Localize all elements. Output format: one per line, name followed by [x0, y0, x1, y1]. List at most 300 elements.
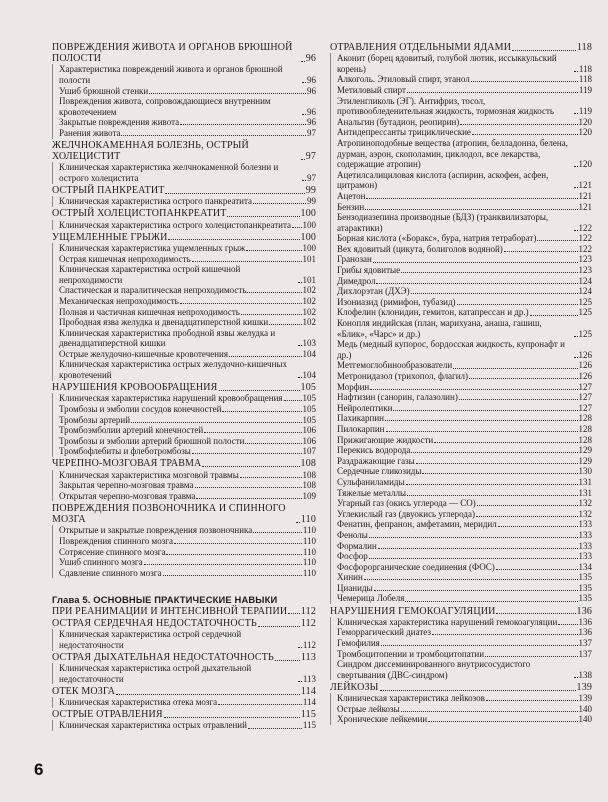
- toc-entry-title: Прижигающие жидкости: [337, 434, 434, 445]
- toc-subentry: [330, 530, 592, 541]
- toc-subentry: [330, 593, 592, 604]
- toc-page-number: 110: [302, 535, 316, 546]
- toc-entry-title: Этиленгликоль (ЭГ). Антифриз, тосол, противообледенительная жидкость, тормозная жидкость: [337, 95, 554, 117]
- toc-page-number: 125: [578, 328, 592, 339]
- toc-page-number: 102: [302, 317, 316, 328]
- toc-page-number: 133: [578, 551, 592, 562]
- toc-page-number: 139: [578, 693, 592, 704]
- dot-leader: [253, 532, 302, 533]
- toc-section-heading: [52, 232, 316, 243]
- dot-leader: [370, 389, 577, 390]
- toc-section-heading: [52, 382, 316, 393]
- toc-entry-title: Аконит (борец ядовитый, голубой лютик, иссыккульский корень): [337, 53, 557, 74]
- toc-subentry: [330, 714, 592, 725]
- toc-entry-title: Ранения живота: [59, 127, 121, 138]
- dot-leader: [218, 704, 302, 705]
- toc-subentry: [330, 138, 592, 170]
- toc-subentry: [330, 276, 592, 287]
- toc-subentry: [52, 359, 316, 380]
- toc-page-number: 125: [578, 296, 592, 307]
- toc-page-number: 135: [578, 582, 592, 593]
- toc-section-heading: [52, 458, 316, 469]
- dot-leader: [401, 272, 577, 273]
- toc-subentry: [330, 339, 592, 360]
- toc-page-number: 123: [578, 254, 592, 265]
- toc-entry-title: ОТРАВЛЕНИЯ ОТДЕЛЬНЫМИ ЯДАМИ: [330, 42, 512, 53]
- toc-entry-title: Вех ядовитый (цикута, болиголов водяной): [337, 243, 503, 254]
- toc-page-number: 97: [305, 151, 316, 163]
- toc-page-number: 106: [302, 435, 316, 446]
- toc-entry-title: Острые лейкозы: [337, 703, 400, 714]
- toc-entry-title: Дихлорэтан (ДХЭ): [337, 286, 410, 297]
- toc-page-number: 121: [578, 201, 592, 212]
- dot-leader: [253, 203, 306, 204]
- dot-leader: [168, 239, 299, 240]
- toc-page-number: 108: [302, 469, 316, 480]
- toc-page-number: 102: [302, 306, 316, 317]
- toc-subentry: [52, 307, 316, 318]
- toc-page-number: 96: [307, 117, 316, 128]
- toc-page-number: 132: [578, 498, 592, 509]
- toc-entry-title: Алкоголь. Этиловый спирт, этанол: [337, 74, 470, 85]
- toc-entry-title: Прободная язва желудка и двенадцатиперстной кишки: [59, 317, 269, 328]
- toc-page-number: 129: [578, 445, 592, 456]
- toc-subentry: [52, 491, 316, 502]
- toc-page-number: 110: [302, 546, 316, 557]
- toc-page-number: 114: [300, 685, 316, 697]
- toc-page-number: 100: [302, 219, 316, 230]
- toc-page-number: 112: [302, 640, 316, 650]
- toc-page-number: 127: [578, 402, 592, 413]
- toc-subentry: [330, 318, 592, 339]
- toc-entry-title: Спастическая и паралитическая непроходимость: [59, 285, 247, 296]
- toc-entry-title: Тромбофлебиты и флеботромбозы: [59, 446, 191, 457]
- toc-subentry: [330, 382, 592, 393]
- toc-entry-title: НАРУШЕНИЯ КРОВООБРАЩЕНИЯ: [52, 382, 218, 394]
- dot-leader: [504, 251, 578, 252]
- dot-leader: [574, 336, 578, 337]
- toc-subentry: [330, 659, 592, 680]
- toc-page-number: 104: [302, 370, 316, 381]
- dot-leader: [574, 677, 578, 678]
- dot-leader: [453, 368, 577, 369]
- toc-entry-title: Пахикарпин: [337, 413, 384, 424]
- toc-entry-title: Сдавление спинного мозга: [59, 567, 162, 578]
- toc-page-number: 127: [578, 392, 592, 403]
- dot-leader: [457, 304, 578, 305]
- toc-subentry: [52, 568, 316, 579]
- toc-page-number: 108: [302, 480, 316, 491]
- toc-subentry: [330, 562, 592, 573]
- toc-page-number: 97: [307, 173, 316, 184]
- dot-leader: [496, 569, 578, 570]
- toc-subentry: [330, 583, 592, 594]
- toc-page-number: 121: [578, 180, 592, 191]
- toc-page-number: 140: [578, 703, 592, 714]
- toc-page-number: 112: [300, 618, 316, 630]
- toc-subentry: [330, 244, 592, 255]
- toc-page-number: 97: [307, 127, 316, 138]
- dot-leader: [574, 113, 578, 114]
- toc-subentry: [330, 307, 592, 318]
- toc-entry-title: Сердечные гликозиды: [337, 466, 422, 477]
- toc-entry-title: Клиническая характеристика нарушений гемокоагуляции: [337, 616, 558, 627]
- toc-page-number: 133: [578, 540, 592, 551]
- dot-leader: [558, 624, 577, 625]
- dot-leader: [246, 250, 301, 251]
- toc-page-number: 120: [578, 159, 592, 170]
- toc-entry-title: Формалин: [337, 540, 377, 551]
- toc-page-number: 99: [307, 196, 316, 207]
- toc-entry-title: Клофелин (клонидин, гемитон, катапрессан и др.): [337, 307, 529, 318]
- toc-page-number: 134: [578, 561, 592, 572]
- toc-subentry: [330, 519, 592, 530]
- toc-entry-title: Клиническая характеристика острого холецистопанкреатита: [59, 219, 291, 230]
- toc-subentry: [330, 117, 592, 128]
- toc-page-number: 114: [302, 697, 316, 708]
- toc-page-number: 96: [307, 75, 316, 85]
- toc-subentry: [52, 128, 316, 139]
- toc-entry-title: Пилокарпин: [337, 423, 385, 434]
- dot-leader: [301, 159, 305, 160]
- toc-list-left: [52, 42, 316, 731]
- toc-page-number: 135: [578, 593, 592, 604]
- dot-leader: [434, 442, 577, 443]
- toc-entry-title: ОСТРАЯ СЕРДЕЧНАЯ НЕДОСТАТОЧНОСТЬ: [52, 618, 257, 630]
- toc-page-number: 101: [302, 274, 316, 285]
- toc-entry-title: Метиловый спирт: [337, 84, 406, 95]
- toc-subentry: [330, 233, 592, 244]
- toc-subentry: [330, 170, 592, 191]
- toc-page-number: 128: [578, 423, 592, 434]
- toc-subentry: [52, 196, 316, 207]
- dot-leader: [180, 303, 302, 304]
- toc-entry-title: Гранозан: [337, 254, 372, 265]
- toc-subentry: [52, 480, 316, 491]
- toc-entry-title: Грибы ядовитые: [337, 265, 401, 276]
- toc-entry-title: Клиническая характеристика острой сердечной недостаточности: [59, 629, 242, 650]
- toc-section-heading: [330, 42, 592, 53]
- dot-leader: [406, 484, 578, 485]
- toc-subentry: [52, 536, 316, 547]
- toc-entry-title: Анальгин (бутадион, реопирин): [337, 116, 460, 127]
- toc-subentry: [52, 86, 316, 97]
- dot-leader: [385, 420, 578, 421]
- toc-page-number: 124: [578, 286, 592, 297]
- toc-entry-title: Клиническая характеристика ущемленных грыж: [59, 242, 246, 253]
- toc-section-heading: [52, 140, 316, 162]
- toc-entry-title: Нейролептики: [337, 402, 393, 413]
- toc-subentry: [52, 470, 316, 481]
- toc-subentry: [52, 393, 316, 404]
- toc-page-number: 136: [578, 627, 592, 638]
- dot-leader: [227, 216, 299, 217]
- toc-entry-title: Угарный газ (окись углерода — CO): [337, 498, 476, 509]
- toc-page-number: 96: [307, 85, 316, 96]
- toc-entry-title: Клиническая характеристика острых отравлений: [59, 720, 247, 731]
- toc-entry-title: Метронидазол (трихопол, флагил): [337, 371, 469, 382]
- toc-section-heading: [52, 709, 316, 720]
- dot-leader: [302, 180, 306, 181]
- dot-leader: [144, 564, 302, 565]
- toc-page-number: 133: [578, 519, 592, 530]
- dot-leader: [537, 240, 577, 241]
- toc-page-number: 131: [578, 476, 592, 487]
- dot-leader: [381, 645, 578, 646]
- toc-entry-title: Клиническая характеристика острой кишечной непроходимости: [59, 264, 241, 285]
- dot-leader: [401, 711, 578, 712]
- toc-entry-title: ПОВРЕЖДЕНИЯ ЖИВОТА И ОРГАНОВ БРЮШНОЙ ПОЛОСТИ: [52, 42, 293, 65]
- toc-subentry: [330, 435, 592, 446]
- toc-page-number: 102: [302, 285, 316, 296]
- dot-leader: [393, 410, 577, 411]
- dot-leader: [422, 473, 577, 474]
- toc-entry-title: Антидепрессанты трициклические: [337, 127, 471, 138]
- toc-entry-title: ЧЕРЕПНО-МОЗГОВАЯ ТРАВМА: [52, 458, 202, 470]
- toc-subentry: [330, 704, 592, 715]
- dot-leader: [373, 262, 578, 263]
- dot-leader: [498, 526, 578, 527]
- toc-subentry: [330, 413, 592, 424]
- toc-entry-title: Открытая черепно-мозговая травма: [59, 490, 196, 501]
- toc-subentry: [330, 85, 592, 96]
- toc-page-number: 106: [302, 425, 316, 436]
- toc-entry-title: Механическая непроходимость: [59, 295, 179, 306]
- toc-subentry: [330, 445, 592, 456]
- toc-subentry: [52, 296, 316, 307]
- toc-page-number: 140: [578, 714, 592, 725]
- dot-leader: [163, 575, 302, 576]
- toc-page-number: 115: [300, 709, 316, 721]
- toc-page-number: 127: [578, 381, 592, 392]
- dot-leader: [298, 282, 302, 283]
- toc-section-heading: [52, 618, 316, 629]
- dot-leader: [248, 728, 302, 729]
- toc-section-heading: [52, 42, 316, 64]
- toc-entry-title: Повреждения живота, сопровождающиеся внутренним кровотечением: [59, 96, 271, 117]
- dot-leader: [292, 227, 302, 228]
- toc-page-number: 128: [578, 413, 592, 424]
- toc-page-number: 109: [302, 490, 316, 501]
- dot-leader: [574, 187, 578, 188]
- toc-entry-title: Фосфорорганические соединения (ФОС): [337, 561, 495, 572]
- toc-page-number: 120: [578, 116, 592, 127]
- toc-entry-title: Ацетилсалициловая кислота (аспирин, аскофен, асфен, цитрамон): [337, 169, 549, 191]
- toc-entry-title: ОТЕК МОЗГА: [52, 685, 116, 697]
- toc-page-number: 131: [578, 487, 592, 498]
- toc-subentry: [52, 557, 316, 568]
- toc-subentry: [52, 720, 316, 731]
- dot-leader: [369, 558, 578, 559]
- toc-page-number: 105: [302, 414, 316, 425]
- toc-section-heading: [52, 652, 316, 663]
- toc-entry-title: Закрытые повреждения живота: [59, 117, 180, 128]
- toc-entry-title: Тромбоэмболии артерий конечностей: [59, 425, 204, 436]
- toc-subentry: [52, 64, 316, 85]
- toc-entry-title: УЩЕМЛЕННЫЕ ГРЫЖИ: [52, 231, 168, 243]
- toc-entry-title: Перекись водорода: [337, 445, 411, 456]
- toc-entry-title: Клиническая характеристика отека мозга: [59, 697, 218, 708]
- toc-subentry: [52, 285, 316, 296]
- toc-subentry: [330, 541, 592, 552]
- toc-entry-title: Метгемоглобинообразователи: [337, 360, 453, 371]
- dot-leader: [380, 690, 576, 691]
- toc-entry-title: Клиническая характеристика острого панкреатита: [59, 196, 253, 207]
- toc-page-number: 100: [300, 231, 316, 243]
- toc-page-number: 118: [578, 74, 592, 85]
- toc-subentry: [330, 498, 592, 509]
- toc-subentry: [330, 693, 592, 704]
- toc-subentry: [52, 547, 316, 558]
- dot-leader: [378, 548, 578, 549]
- toc-subentry: [52, 446, 316, 457]
- toc-entry-title: Сотрясение спинного мозга: [59, 546, 166, 557]
- toc-entry-title: Закрытая черепно-мозговая травма: [59, 480, 194, 491]
- dot-leader: [486, 700, 578, 701]
- page-number: 6: [34, 760, 44, 779]
- toc-subentry: [330, 371, 592, 382]
- toc-subentry: [52, 436, 316, 447]
- toc-subentry: [52, 349, 316, 360]
- toc-subentry: [52, 243, 316, 254]
- toc-subentry: [330, 456, 592, 467]
- toc-entry-title: Углекислый газ (двуокись углерода): [337, 508, 475, 519]
- toc-subentry: [52, 162, 316, 183]
- toc-entry-title: Раздражающие газы: [337, 455, 415, 466]
- toc-entry-title: Клиническая характеристика желчнокаменной болезни и острого холецистита: [59, 162, 279, 184]
- dot-leader: [574, 166, 578, 167]
- dot-leader: [302, 82, 306, 83]
- toc-page-number: 133: [578, 529, 592, 540]
- toc-subentry: [330, 509, 592, 520]
- toc-page-number: 96: [305, 53, 316, 65]
- dot-leader: [496, 613, 575, 614]
- toc-entry-title: Тяжелые металлы: [337, 487, 407, 498]
- dot-leader: [364, 579, 578, 580]
- toc-entry-title: Конопля индийская (план, марихуана, анаша, гашиш, «Блик», «Чарс» и др.): [337, 318, 542, 339]
- toc-entry-title: Характеристика повреждений живота и органов брюшной полости: [59, 64, 283, 85]
- toc-page-number: 105: [300, 382, 316, 394]
- toc-page-number: 136: [578, 616, 592, 627]
- toc-page-number: 125: [578, 307, 592, 318]
- toc-entry-title: ОСТРЫЙ ПАНКРЕАТИТ: [52, 185, 165, 197]
- dot-leader: [219, 390, 300, 391]
- dot-leader: [229, 356, 302, 357]
- dot-leader: [269, 324, 301, 325]
- toc-entry-title: Цианиды: [337, 582, 373, 593]
- toc-subentry: [52, 317, 316, 328]
- dot-leader: [476, 516, 578, 517]
- toc-page-number: 118: [576, 42, 592, 53]
- toc-entry-title: Хронические лейкемии: [337, 714, 428, 725]
- toc-page-number: 129: [578, 455, 592, 466]
- toc-page-number: 105: [302, 393, 316, 404]
- toc-entry-title: Тромбозы артерий: [59, 414, 131, 425]
- toc-section-heading: [52, 185, 316, 196]
- toc-page-number: 99: [305, 185, 316, 197]
- toc-page-number: 132: [578, 508, 592, 519]
- dot-leader: [164, 717, 300, 718]
- toc-page-number: 138: [578, 669, 592, 680]
- toc-entry-title: ПОВРЕЖДЕНИЯ ПОЗВОНОЧНИКА И СПИННОГО МОЗГА: [52, 502, 286, 526]
- dot-leader: [405, 601, 577, 602]
- dot-leader: [485, 656, 577, 657]
- toc-page-number: 107: [302, 446, 316, 457]
- toc-page-number: 122: [578, 222, 592, 233]
- toc-section-heading: [52, 686, 316, 697]
- dot-leader: [174, 543, 302, 544]
- toc-page-number: 110: [300, 514, 316, 526]
- toc-subentry: [52, 220, 316, 231]
- dot-leader: [369, 537, 578, 538]
- toc-section-heading: [52, 606, 316, 617]
- toc-page-number: 112: [300, 605, 316, 617]
- dot-leader: [574, 357, 578, 358]
- toc-section-heading: [330, 606, 592, 617]
- toc-subentry: [52, 117, 316, 128]
- toc-entry-title: Синдром диссеминированного внутрисосудистого свертывания (ДВС-синдром): [337, 659, 531, 680]
- toc-page-number: 96: [307, 106, 316, 117]
- toc-page-number: 137: [578, 637, 592, 648]
- toc-page-number: 104: [302, 348, 316, 359]
- toc-page-number: 118: [578, 63, 592, 74]
- toc-page-number: 102: [302, 295, 316, 306]
- dot-leader: [275, 660, 300, 661]
- toc-page-number: 105: [302, 403, 316, 414]
- toc-subentry: [52, 96, 316, 117]
- toc-entry-title: Гемофилия: [337, 637, 380, 648]
- toc-page-number: 121: [578, 190, 592, 201]
- dot-leader: [149, 93, 306, 94]
- dot-leader: [131, 422, 301, 423]
- toc-page-number: 122: [578, 233, 592, 244]
- toc-page-number: 120: [578, 127, 592, 138]
- toc-entry-title: Фосфор: [337, 551, 368, 562]
- dot-leader: [301, 61, 305, 62]
- toc-entry-title: Чемерица Лобеля: [337, 593, 405, 604]
- toc-subentry: [330, 96, 592, 117]
- toc-chapter-heading: [52, 594, 316, 605]
- dot-leader: [298, 647, 302, 648]
- toc-entry-title: Медь (медный купорос, бордосская жидкость, купронафт и др.): [337, 339, 565, 360]
- toc-page-number: 126: [578, 360, 592, 371]
- toc-entry-title: Сульфаниламиды: [337, 476, 405, 487]
- dot-leader: [195, 487, 302, 488]
- toc-page-number: 113: [300, 652, 316, 664]
- dot-leader: [411, 293, 578, 294]
- toc-page-number: 135: [578, 572, 592, 583]
- toc-page-number: 101: [302, 253, 316, 264]
- toc-right-column: [330, 42, 592, 725]
- toc-entry-title: Бензин: [337, 201, 365, 212]
- toc-page-number: 100: [300, 208, 316, 220]
- toc-page-number: 110: [302, 525, 316, 536]
- toc-page-number: 108: [300, 458, 316, 470]
- toc-subentry: [330, 488, 592, 499]
- toc-page-number: 122: [578, 243, 592, 254]
- toc-subentry: [330, 53, 592, 74]
- toc-page-number: 126: [578, 349, 592, 360]
- dot-leader: [296, 522, 300, 523]
- toc-section-heading: [52, 503, 316, 525]
- toc-subentry: [52, 663, 316, 684]
- toc-entry-title: Полная и частичная кишечная непроходимость: [59, 306, 240, 317]
- toc-page-number: 128: [578, 434, 592, 445]
- toc-subentry: [52, 254, 316, 265]
- toc-entry-title: Глава 5. ОСНОВНЫЕ ПРАКТИЧЕСКИЕ НАВЫКИ: [52, 594, 278, 606]
- toc-subentry: [52, 425, 316, 436]
- toc-subentry: [330, 424, 592, 435]
